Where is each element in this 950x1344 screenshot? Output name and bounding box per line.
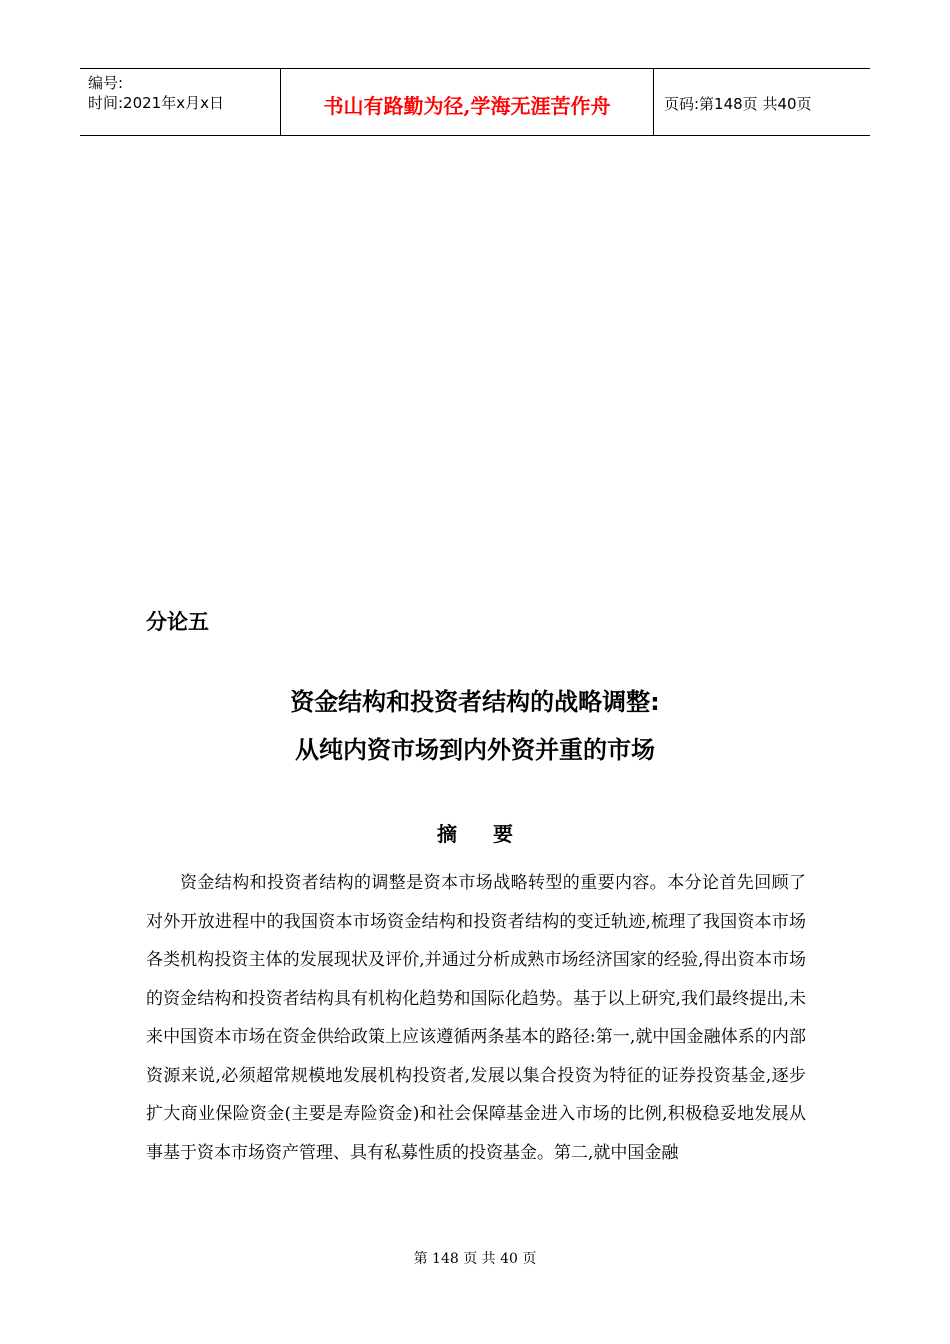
section-label: 分论五 [146,609,209,634]
abstract-heading: 摘要 [437,822,549,846]
header-motto: 书山有路勤为径,学海无涯苦作舟 [281,69,654,135]
serial-label: 编号: [88,74,124,92]
header-page-info: 页码:第148页 共40页 [664,94,812,113]
page-footer: 第 148 页 共 40 页 [413,1251,537,1267]
abstract-body: 资金结构和投资者结构的调整是资本市场战略转型的重要内容。本分论首先回顾了对外开放进程中的我国资本市场资金结构和投资者结构的变迁轨迹,梳理了我国资本市场各类机构投资主体的发展现状及评价,并通过分析成熟市场经济国家的经验,得出资本市场的资金结构和投资者结构具有机构化趋势和国际化趋势。基于以上研究,我们最终提出,未来中国资本市场在资金供给政策上应该遵循两条基本的路径:第一,就中国金融体系的内部资源来说,必须超常规模地发展机构投资者,发展以集合投资为特征的证券投资基金,逐步扩大商业保险资金(主要是寿险资金)和社会保障基金进入市场的比例,积极稳妥地发展从事基于资本市场资产管理、具有私募性质的投资基金。第二,就中国金融 [146,873,806,1163]
date-label: 时间:2021年x月x日 [88,94,224,112]
header-meta [80,69,281,135]
title-line-2: 从纯内资市场到内外资并重的市场 [295,736,655,764]
title-line-1: 资金结构和投资者结构的战略调整: [290,688,660,716]
page-header [80,68,870,136]
